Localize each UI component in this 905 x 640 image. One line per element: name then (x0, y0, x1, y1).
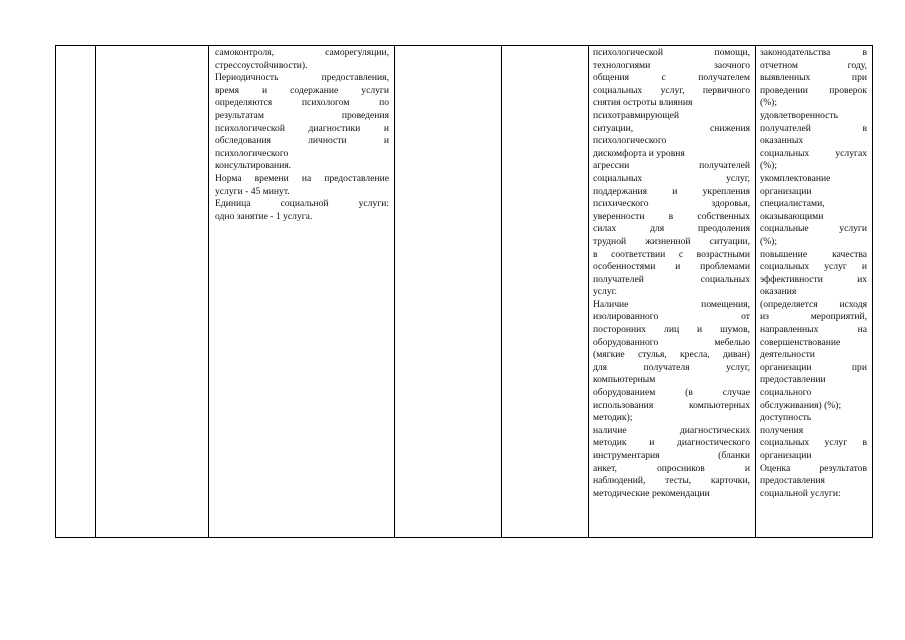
text-line: предоставления (760, 475, 825, 487)
text-line: психологической помощи, (593, 47, 750, 58)
text-line: оборудованием (в случае (593, 387, 750, 399)
text-line: оборудованного мебелью (593, 336, 750, 348)
text-line: Норма времени на предоставление (215, 172, 389, 184)
text-line: проведении проверок (760, 84, 867, 96)
text-line: силах для преодоления (593, 223, 750, 235)
text-line: технологиями заочного (593, 59, 750, 71)
text-line: посторонних лиц и шумов, (593, 324, 750, 336)
text-line: услуг. (593, 286, 617, 298)
text-line: результатам проведения (215, 109, 389, 121)
quality-indicators-cell (760, 47, 867, 500)
column-divider (55, 45, 56, 538)
text-line: оказания (760, 286, 797, 298)
table-top-border (55, 45, 873, 46)
text-line: (%); (760, 235, 778, 247)
service-conditions-cell (593, 47, 750, 500)
text-line: (мягкие стулья, кресла, диван) (593, 349, 750, 361)
text-line: Наличие помещения, (593, 298, 750, 310)
text-line: организации (760, 185, 812, 197)
text-line: получателей социальных (593, 273, 750, 285)
text-line: для получателя услуг, (593, 361, 750, 373)
services-table (55, 45, 873, 538)
text-line: (%); (760, 160, 778, 172)
text-line: трудной жизненной ситуации, (593, 235, 750, 247)
text-line: изолированного от (593, 311, 750, 323)
text-line: направленных на (760, 324, 867, 336)
text-line: социальных услуг в (760, 437, 867, 449)
text-line: особенностями и проблемами (593, 261, 750, 273)
text-line: получения (760, 424, 804, 436)
text-line: использования компьютерных (593, 399, 750, 411)
text-line: законодательства в (760, 47, 867, 58)
text-line: ситуации, снижения (593, 122, 750, 134)
text-line: социальных услуг и (760, 261, 867, 273)
column-divider (95, 45, 96, 538)
text-line: обслуживания) (%); (760, 399, 842, 411)
text-line: получателей в (760, 122, 867, 134)
text-line: уверенности в собственных (593, 210, 750, 222)
text-line: (определяется исходя (760, 298, 867, 310)
text-line: выявленных при (760, 72, 867, 84)
text-line: время и содержание услуги (215, 84, 389, 96)
text-line: социальных услуг, (593, 172, 750, 184)
text-line: социального (760, 387, 812, 399)
text-line: методик); (593, 412, 633, 424)
text-line: агрессии получателей (593, 160, 750, 172)
text-line: удовлетворенность (760, 109, 838, 121)
text-line: наличие диагностических (593, 424, 750, 436)
text-line: снятия остроты влияния (593, 97, 693, 109)
text-line: определяются психологом по (215, 97, 389, 109)
text-line: поддержания и укрепления (593, 185, 750, 197)
text-line: оказывающими (760, 210, 824, 222)
text-line: психологического (215, 147, 289, 159)
text-line: дискомфорта и уровня (593, 147, 685, 159)
text-line: методик и диагностического (593, 437, 750, 449)
text-line: повышение качества (760, 248, 867, 260)
text-line: социальной услуги: (760, 487, 841, 499)
service-procedure-cell (215, 47, 389, 223)
text-line: психического здоровья, (593, 198, 750, 210)
text-line: деятельности (760, 349, 815, 361)
text-line: социальные услуги (760, 223, 867, 235)
text-line: психологической диагностики и (215, 122, 389, 134)
text-line: психотравмирующей (593, 109, 679, 121)
text-line: в соответствии с возрастными (593, 248, 750, 260)
column-divider (872, 45, 873, 538)
text-line: компьютерным (593, 374, 656, 386)
text-line: наблюдений, тесты, карточки, (593, 475, 750, 487)
table-bottom-border (55, 537, 873, 538)
text-line: социальных услугах (760, 147, 867, 159)
text-line: инструментария (бланки (593, 450, 750, 461)
text-line: услуги - 45 минут. (215, 185, 290, 197)
text-line: методические рекомендации (593, 487, 710, 499)
text-line: обследования личности и (215, 135, 389, 147)
text-line: анкет, опросников и (593, 462, 750, 474)
text-line: стрессоустойчивости). (215, 59, 308, 71)
text-line: из мероприятий, (760, 311, 867, 323)
text-line: эффективности их (760, 273, 867, 285)
column-divider (208, 45, 209, 538)
text-line: социальных услуг, первичного (593, 84, 750, 96)
text-line: общения с получателем (593, 72, 750, 84)
text-line: психологического (593, 135, 667, 147)
text-line: оказанных (760, 135, 804, 147)
column-divider (588, 45, 589, 538)
text-line: консультирования. (215, 160, 292, 172)
text-line: Периодичность предоставления, (215, 72, 389, 84)
text-line: совершенствование (760, 336, 841, 348)
text-line: специалистами, (760, 198, 825, 210)
text-line: организации (760, 450, 812, 461)
text-line: доступность (760, 412, 812, 424)
text-line: Оценка результатов (760, 462, 867, 474)
text-line: Единица социальной услуги: (215, 198, 389, 210)
text-line: предоставлении (760, 374, 826, 386)
text-line: организации при (760, 361, 867, 373)
column-divider (755, 45, 756, 538)
text-line: отчетном году, (760, 59, 867, 71)
column-divider (394, 45, 395, 538)
text-line: (%); (760, 97, 778, 109)
text-line: укомплектование (760, 172, 831, 184)
text-line: одно занятие - 1 услуга. (215, 210, 313, 222)
text-line: самоконтроля, саморегуляции, (215, 47, 389, 58)
column-divider (501, 45, 502, 538)
